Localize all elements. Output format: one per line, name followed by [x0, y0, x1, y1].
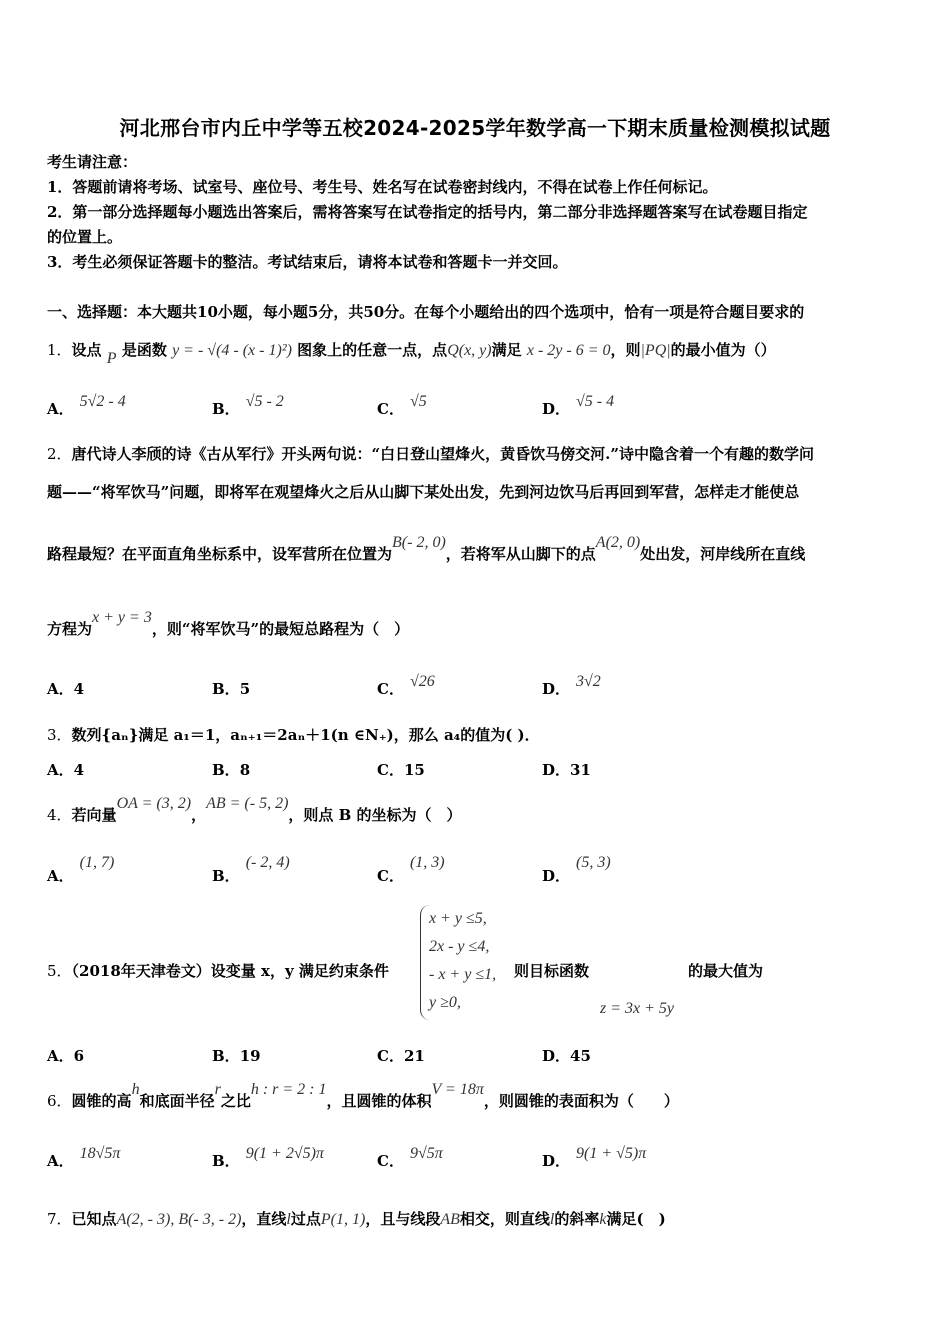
- math-expr: k: [599, 1211, 607, 1228]
- option-label: A．: [47, 761, 74, 779]
- constraint-system: [420, 905, 521, 1020]
- option-b[interactable]: [212, 393, 284, 419]
- option-label: D．: [542, 867, 571, 885]
- option-label: C．: [377, 867, 404, 885]
- option-c[interactable]: [377, 1145, 443, 1171]
- question-3: [47, 725, 907, 745]
- question-text: 是函数: [121, 341, 167, 359]
- option-d[interactable]: [542, 1045, 591, 1066]
- option-label: B．: [212, 1047, 240, 1065]
- math-expr: x + y = 3: [92, 609, 152, 626]
- option-b[interactable]: [212, 1145, 324, 1171]
- question-text: ，若将军从山脚下的点: [445, 545, 596, 563]
- constraint: 2x - y ≤4,: [429, 938, 490, 955]
- question-text: 设点: [71, 341, 102, 359]
- option-value: 5√2 - 4: [79, 393, 126, 410]
- option-b[interactable]: [212, 759, 250, 780]
- question-text: 和底面半径: [139, 1092, 215, 1110]
- question-text: 处出发，河岸线所在直线: [640, 545, 806, 563]
- option-label: D．: [542, 680, 571, 698]
- math-expr: A(2, 0): [595, 534, 641, 551]
- option-a[interactable]: [47, 1145, 121, 1171]
- math-expr: B(- 2, 0): [392, 534, 446, 551]
- math-expr: A(2, - 3), B(- 3, - 2): [116, 1211, 242, 1228]
- question-number: 4．: [47, 806, 72, 824]
- option-value: 4: [73, 680, 85, 698]
- option-value: 21: [403, 1047, 425, 1065]
- question-1: [47, 340, 907, 367]
- math-expr: z = 3x + 5y: [600, 1000, 675, 1017]
- question-text: 过点: [290, 1210, 321, 1228]
- math-expr: r: [214, 1081, 221, 1098]
- option-label: D．: [542, 1152, 571, 1170]
- option-d[interactable]: [542, 759, 591, 780]
- option-value: 19: [239, 1047, 261, 1065]
- math-expr: h: [131, 1081, 140, 1098]
- question-text: 满足( ): [606, 1210, 666, 1228]
- question-text: ，且与线段: [365, 1210, 441, 1228]
- option-label: A．: [47, 867, 74, 885]
- option-value: (1, 3): [409, 854, 445, 871]
- question-number: 6．: [47, 1092, 72, 1110]
- question-text: 满足: [491, 341, 522, 359]
- option-label: D．: [542, 1047, 571, 1065]
- option-label: C．: [377, 400, 404, 418]
- option-value: √5 - 4: [576, 393, 615, 410]
- question-text: ，: [191, 806, 207, 824]
- math-expr: AB: [440, 1211, 460, 1228]
- objective-function: [600, 998, 720, 1019]
- option-value: 5: [239, 680, 251, 698]
- question-text: ，且圆锥的体积: [326, 1092, 432, 1110]
- question-2-line: [47, 444, 907, 464]
- option-label: A．: [47, 1152, 74, 1170]
- math-expr: x - 2y - 6 = 0: [526, 342, 611, 359]
- notice-item: 1．答题前请将考场、试室号、座位号、考生号、姓名写在试卷密封线内，不得在试卷上作任何标记。: [47, 178, 718, 196]
- question-text: ，直线: [241, 1210, 287, 1228]
- question-text: ，则: [610, 341, 641, 359]
- question-6: [47, 1081, 907, 1112]
- option-a[interactable]: [47, 759, 84, 780]
- option-label: B．: [212, 867, 240, 885]
- option-value: 45: [570, 1047, 591, 1065]
- question-text: 若向量: [71, 806, 117, 824]
- option-label: B．: [212, 761, 240, 779]
- option-label: A．: [47, 1047, 74, 1065]
- question-2-line: 题——“将军饮马”问题，即将军在观望烽火之后从山脚下某处出发，先到河边饮马后再回到军营，怎样走才能使总: [47, 483, 800, 501]
- option-d[interactable]: [542, 854, 611, 886]
- question-text: ，则点 B 的坐标为（ ）: [288, 806, 462, 824]
- question-text: ，则圆锥的表面积为（ ）: [483, 1092, 679, 1110]
- question-text: 路程最短？在平面直角坐标系中，设军营所在位置为: [47, 545, 393, 563]
- constraint: y ≥0,: [429, 994, 461, 1011]
- page-title: 河北邢台市内丘中学等五校2024-2025学年数学高一下期末质量检测模拟试题: [119, 116, 831, 140]
- option-c[interactable]: [377, 759, 425, 780]
- math-expr: P: [106, 350, 117, 367]
- question-4: [47, 795, 907, 826]
- question-text: ，则“将军饮马”的最短总路程为（ ）: [151, 620, 410, 638]
- option-d[interactable]: [542, 393, 615, 419]
- math-expr: l: [286, 1211, 291, 1228]
- math-expr: y = - √(4 - (x - 1)²): [172, 342, 292, 359]
- notice-item: 的位置上。: [47, 228, 123, 246]
- question-number: 3．: [47, 726, 72, 744]
- option-c[interactable]: [377, 854, 445, 886]
- question-2-line: [47, 609, 907, 640]
- option-label: C．: [377, 1152, 404, 1170]
- question-text: 的最大值为: [688, 962, 764, 980]
- question-text: 相交，则直线: [459, 1210, 550, 1228]
- option-label: C．: [377, 1047, 404, 1065]
- math-expr: Q(x, y): [447, 342, 492, 359]
- question-text: （2018年天津卷文）设变量 x，y 满足约束条件: [71, 962, 389, 980]
- question-text: 则目标函数: [514, 962, 590, 980]
- option-c[interactable]: [377, 1045, 425, 1066]
- option-value: 8: [239, 761, 251, 779]
- notice-heading: 考生请注意：: [47, 153, 138, 171]
- math-expr: OA = (3, 2): [116, 795, 192, 812]
- math-expr: h : r = 2 : 1: [250, 1081, 327, 1098]
- math-expr: l: [549, 1211, 555, 1228]
- constraint: - x + y ≤1,: [429, 966, 497, 983]
- question-7: [47, 1209, 907, 1230]
- option-label: B．: [212, 1152, 240, 1170]
- question-text: 的斜率: [554, 1210, 600, 1228]
- option-value: (- 2, 4): [245, 854, 290, 871]
- option-label: D．: [542, 761, 571, 779]
- option-b[interactable]: [212, 1045, 261, 1066]
- option-label: A．: [47, 680, 74, 698]
- option-value: 18√5π: [79, 1145, 121, 1162]
- option-value: (1, 7): [79, 854, 115, 871]
- math-expr: V = 18π: [431, 1081, 484, 1098]
- option-b[interactable]: [212, 854, 290, 886]
- question-5: [47, 961, 417, 981]
- question-number: 2．: [47, 445, 72, 463]
- math-expr: P(1, 1): [320, 1211, 366, 1228]
- option-value: 4: [73, 761, 85, 779]
- option-label: B．: [212, 400, 240, 418]
- option-d[interactable]: [542, 1145, 647, 1171]
- option-value: √5 - 2: [245, 393, 284, 410]
- option-value: (5, 3): [576, 854, 611, 871]
- option-value: 9√5π: [409, 1145, 443, 1162]
- option-a[interactable]: [47, 393, 126, 419]
- option-value: 9(1 + √5)π: [576, 1145, 647, 1162]
- question-text: 方程为: [47, 620, 93, 638]
- option-label: A．: [47, 400, 74, 418]
- constraint: x + y ≤5,: [429, 910, 487, 927]
- option-d[interactable]: [542, 673, 601, 699]
- option-value: 9(1 + 2√5)π: [245, 1145, 324, 1162]
- option-label: C．: [377, 761, 404, 779]
- option-value: √5: [409, 393, 427, 410]
- question-text: 唐代诗人李颀的诗《古从军行》开头两句说：“白日登山望烽火，黄昏饮马傍交河.”诗中隐含着一个有趣的数学问: [71, 445, 815, 463]
- question-2-line: [47, 534, 907, 565]
- option-label: C．: [377, 680, 404, 698]
- option-b[interactable]: [212, 678, 250, 699]
- question-text: 已知点: [71, 1210, 117, 1228]
- question-text: 圆锥的高: [71, 1092, 132, 1110]
- question-text: 的最小值为（）: [670, 341, 776, 359]
- option-a[interactable]: [47, 678, 84, 699]
- option-value: √26: [409, 673, 435, 690]
- notice-item: 2．第一部分选择题每小题选出答案后，需将答案写在试卷指定的括号内，第二部分非选择题答案写在试卷题目指定: [47, 203, 808, 221]
- question-number: 5．: [47, 962, 72, 980]
- option-c[interactable]: [377, 673, 435, 699]
- option-value: 3√2: [576, 673, 601, 690]
- option-label: B．: [212, 680, 240, 698]
- option-value: 15: [403, 761, 425, 779]
- notice-item: 3．考生必须保证答题卡的整洁。考试结束后，请将本试卷和答题卡一并交回。: [47, 253, 568, 271]
- section-heading: 一、选择题：本大题共10小题，每小题5分，共50分。在每个小题给出的四个选项中，恰有一项是符合题目要求的: [47, 303, 805, 321]
- option-a[interactable]: [47, 854, 115, 886]
- question-text: 数列{aₙ}满足 a₁＝1，aₙ₊₁＝2aₙ＋1(n ∈N₊)，那么 a₄的值为( )．: [71, 726, 540, 744]
- math-expr: AB = (- 5, 2): [206, 795, 289, 812]
- question-text: 之比: [220, 1092, 251, 1110]
- option-value: 6: [73, 1047, 85, 1065]
- question-number: 1．: [47, 341, 72, 359]
- option-label: D．: [542, 400, 571, 418]
- option-a[interactable]: [47, 1045, 84, 1066]
- option-c[interactable]: [377, 393, 427, 419]
- math-expr: |PQ|: [640, 342, 671, 359]
- question-text: 图象上的任意一点，点: [297, 341, 448, 359]
- question-number: 7．: [47, 1210, 72, 1228]
- option-value: 31: [570, 761, 591, 779]
